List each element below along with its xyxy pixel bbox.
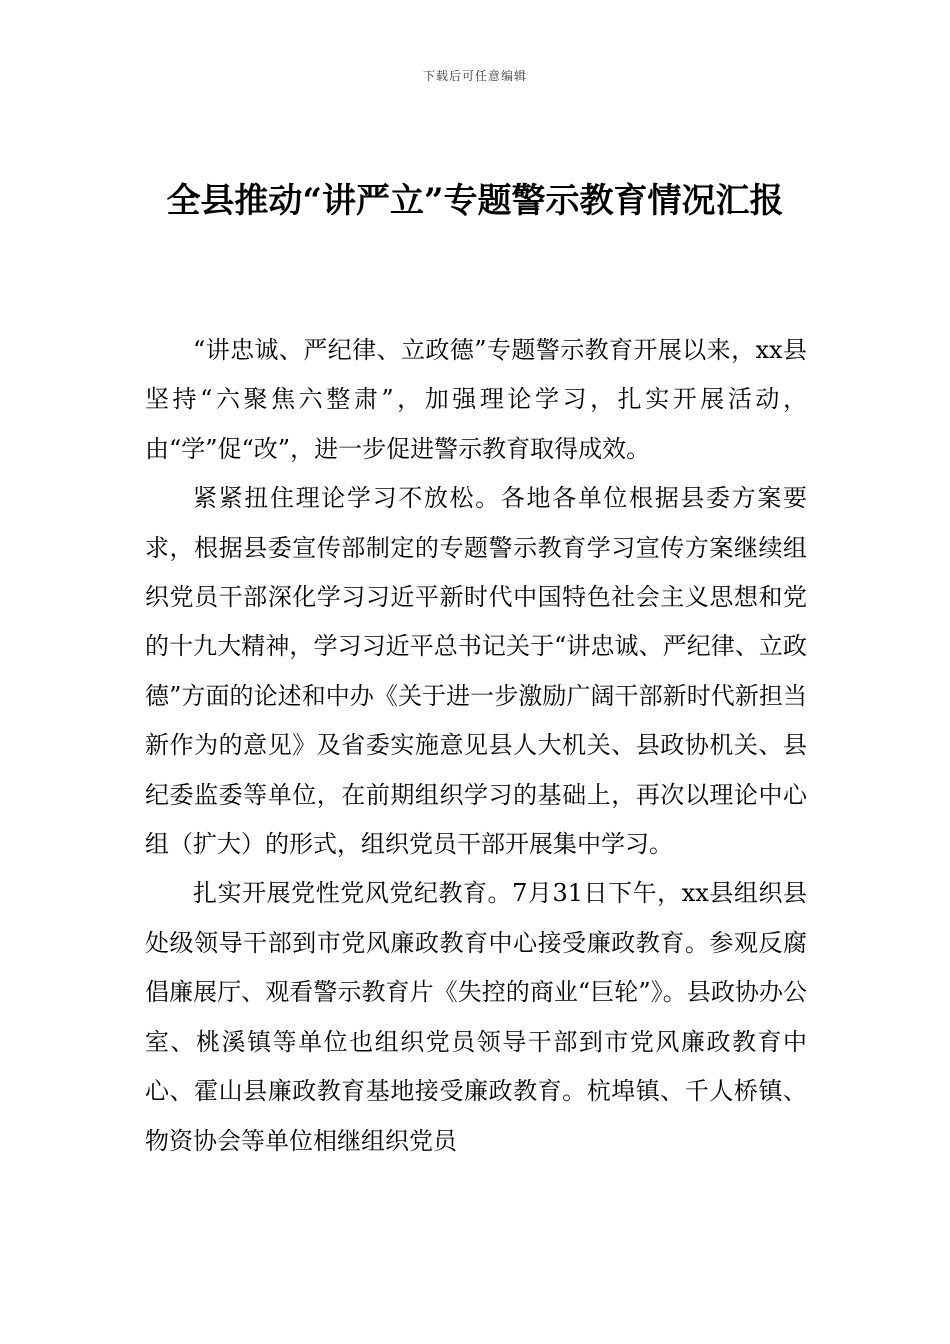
document-body [145,326,807,1166]
paragraph-intro: “讲忠诚、严纪律、立政德”专题警示教育开展以来，xx县坚持“六聚焦六整肃”，加强理论学习，扎实开展活动，由“学”促“改”，进一步促进警示教育取得成效。 [145,336,807,463]
page-header: 下载后可任意编辑 [422,69,527,83]
document-title: 全县推动“讲严立”专题警示教育情况汇报 [166,181,784,221]
paragraph-theory-study: 紧紧扭住理论学习不放松。各地各单位根据县委方案要求，根据县委宣传部制定的专题警示教育学习宣传方案继续组织党员干部深化学习习近平新时代中国特色社会主义思想和党的十九大精神，学习习近平总书记关于“讲忠诚、严纪律、立政德”方面的论述和中办《关于进一步激励广阔干部新时代新担当新作为的意见》及省委实施意见县人大机关、县政协机关、县纪委监委等单位，在前期组织学习的基础上，再次以理论中心组（扩大）的形式，组织党员干部开展集中学习。 [145,484,807,859]
paragraph-party-education: 扎实开展党性党风党纪教育。7月31日下午，xx县组织县处级领导干部到市党风廉政教育中心接受廉政教育。参观反腐倡廉展厅、观看警示教育片《失控的商业“巨轮”》。县政协办公室、桃溪镇等单位也组织党员领导干部到市党风廉政教育中心、霍山县廉政教育基地接受廉政教育。杭埠镇、千人桥镇、物资协会等单位相继组织党员 [145,879,807,1155]
